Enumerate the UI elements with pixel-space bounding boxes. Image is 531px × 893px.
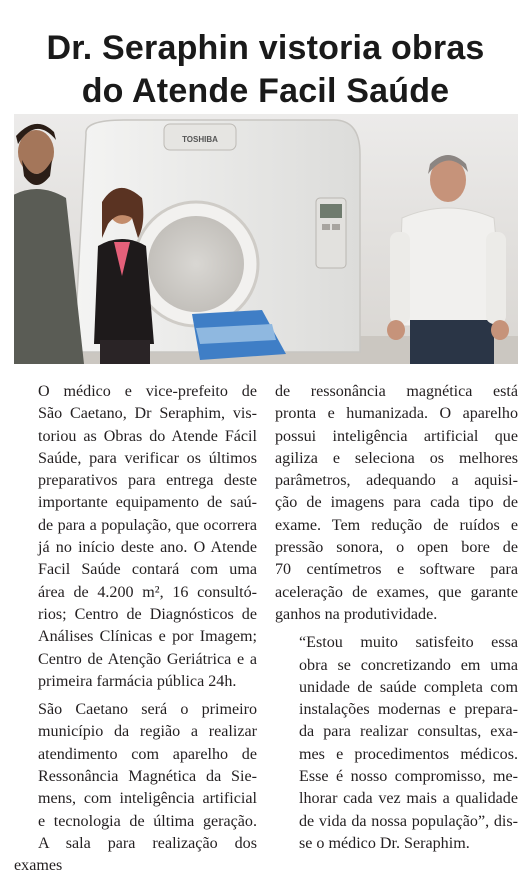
text-line: toriou as Obras do Atende Fácil	[38, 427, 257, 445]
text-line: agiliza e seleciona os melhores	[275, 449, 518, 467]
text-line: exame. Tem redução de ruídos e	[275, 516, 518, 534]
text-line: São Caetano será o primeiro	[38, 701, 257, 719]
text-line: A sala para realização dos exames	[14, 834, 257, 875]
paragraph	[275, 632, 518, 855]
text-line: e tecnologia de última geração.	[38, 812, 257, 830]
article-body	[14, 381, 518, 884]
text-line: de ressonância magnética está	[275, 383, 518, 400]
text-line: pressão sonora, o open bore de	[275, 539, 518, 557]
text-line: município da região a realizar	[38, 723, 257, 741]
paragraph	[14, 381, 257, 693]
text-line: primeira farmácia pública 24h.	[38, 672, 237, 690]
text-line: da para realizar consultas, exa-	[299, 723, 518, 741]
text-line: atendimento com aparelho de	[38, 745, 257, 763]
article-headline	[0, 27, 531, 113]
paragraph	[275, 381, 518, 626]
text-line: obra se concretizando em uma	[299, 656, 518, 674]
text-line: Esse é nosso compromisso, me-	[299, 768, 518, 786]
text-line: de para a população, que ocorrera	[38, 516, 257, 534]
text-line: 70 centímetros e software para	[275, 561, 518, 579]
text-line: preparativos para entrega deste	[38, 472, 257, 490]
text-line: instalações modernas e prepara-	[299, 701, 518, 719]
text-line: Centro de Atenção Geriátrica e a	[38, 650, 257, 668]
text-line: Facil Saúde contará com uma	[38, 561, 257, 579]
text-line: Ressonância Magnética da Sie-	[38, 768, 257, 786]
text-line: São Caetano, Dr Seraphim, vis-	[38, 405, 257, 423]
text-line: possui inteligência artificial que	[275, 427, 518, 445]
scanner-brand-label: TOSHIBA	[182, 135, 218, 144]
text-line: ção de imagens para cada tipo de	[275, 494, 518, 512]
text-line: lhorar cada vez mais a qualidade	[299, 790, 518, 808]
text-line: Análises Clínicas e por Imagem;	[38, 628, 257, 646]
text-line: unidade de saúde completa com	[299, 678, 518, 696]
text-line: mes e procedimentos médicos.	[299, 745, 518, 763]
text-line: aceleração de exames, que garante	[275, 583, 518, 601]
text-line: rios; Centro de Diagnósticos de	[38, 605, 257, 623]
text-line: parâmetros, adequando a aquisi-	[275, 472, 518, 490]
text-line: se o médico Dr. Seraphim.	[299, 834, 470, 852]
text-line: de vida da nossa população”, dis-	[299, 812, 518, 830]
text-line: Saúde, para verificar os últimos	[38, 449, 257, 467]
column-left	[14, 381, 257, 884]
text-line: área de 4.200 m², 16 consultó-	[38, 583, 257, 601]
article-photo	[14, 114, 518, 364]
photo-illustration	[14, 114, 518, 364]
text-line: mens, com inteligência artificial	[38, 790, 257, 808]
paragraph	[14, 699, 257, 877]
headline-line-1: Dr. Seraphin vistoria obras	[46, 28, 485, 67]
text-line: pronta e humanizada. O aparelho	[275, 405, 518, 423]
text-line: importante equipamento de saú-	[38, 494, 257, 512]
text-line: já no início deste ano. O Atende	[38, 539, 257, 557]
column-right	[275, 381, 518, 884]
text-line: “Estou muito satisfeito essa	[299, 634, 518, 652]
text-line: O médico e vice-prefeito de	[38, 383, 257, 400]
headline-line-2: do Atende Facil Saúde	[81, 71, 450, 110]
text-line: ganhos na produtividade.	[275, 605, 438, 623]
